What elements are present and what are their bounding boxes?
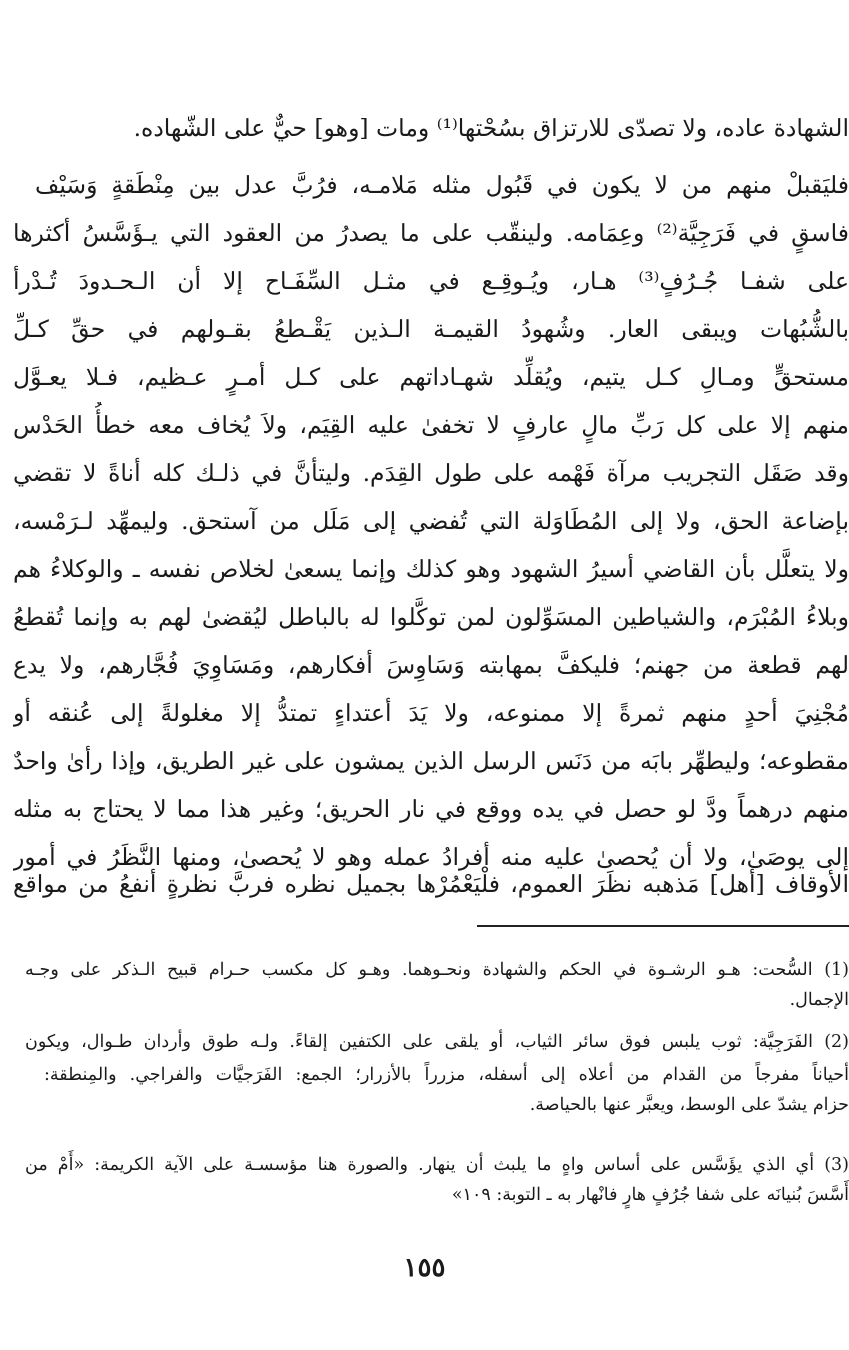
page-number: ١٥٥ — [403, 1253, 446, 1283]
body-text-line: مستحقٍّ ومـالِ كـل يتيم، ويُقلِّد شهـاداتهم على كـل أمـرٍ عـظيم، فـلا يعـوَّل — [13, 363, 849, 391]
body-text-line: مُجْنِيَ أحدٍ منهم ثمرةً إلا ممنوعه، ولا يَدَ أعتداءٍ تمتدُّ إلا مغلولةً إلى عُنقه أو — [13, 699, 849, 727]
body-text-line: منهم درهماً ودَّ لو حصل في يده ووقع في نار الحريق؛ وغير هذا مما لا يحتاج به مثله — [13, 795, 849, 823]
footnote-separator — [477, 925, 849, 927]
footnote-1-line: (1) السُّحت: هـو الرشـوة في الحكم والشهادة ونحـوهما. وهـو كل مكسب حـرام قبيح الـذكر على وجـه — [25, 960, 849, 980]
footnote-3-line: (3) أي الذي يؤَسَّس على أساس واهٍ ما يلبث أن ينهار. والصورة هنا مؤسسـة على الآية الكريمة: «أَمْ من — [25, 1155, 849, 1175]
body-text-line: الأوقاف [أهل] مَذهبه نظَرَ العموم، فلْيَعْمُرْها بجميل نظره فربَّ نظرةٍ أنفعُ من مواقع — [13, 870, 849, 898]
body-text-line: على شفـا جُـرُفٍ⁽³⁾ هـار، ويُـوقِـع في مثـل السِّفَـاح إلا أن الـحـدودَ تُـدْرأ — [13, 267, 849, 295]
body-text-line: فاسقٍ في فَرَجِيَّة⁽²⁾ وعِمَامه. ولينقّب على ما يصدرُ من العقود التي يـؤَسَّسُ أكثرها — [13, 219, 849, 247]
body-text-line: وقد صَقَل التجريب مرآة فَهْمه على طول القِدَم. وليتأنَّ في ذلـك كله أناةً لا تقضي — [13, 459, 849, 487]
body-text-line: بالشُّبُهات ويبقى العار. وشُهودُ القيمـة الـذين يَقْـطعُ بقـولهم في حقِّ كـلِّ — [13, 315, 849, 343]
body-text-line: لهم قطعة من جهنم؛ فليكفَّ بمهابته وَسَاوِسَ أفكارهم، ومَسَاوِيَ فُجَّارهم، ولا يدع — [13, 651, 849, 679]
footnote-2-line: أحياناً مفرجاً من القدام من أعلاه إلى أسفله، مزرراً بالأزرار؛ الجمع: الفَرَجيَّات والفراجي. والمِنطقة: — [44, 1065, 849, 1085]
footnote-1-line: الإجمال. — [789, 990, 849, 1010]
body-text-line: إلى يوصَىٰ، ولا أن يُحصىٰ عليه منه أفرادُ عمله وهو لا يُحصىٰ، ومنها النَّظَرُ في أمور — [13, 843, 849, 871]
body-text-line: مقطوعه؛ وليطهِّر بابَه من دَنَس الرسل الذين يمشون على غير الطريق، وإذا رأىٰ واحدٌ — [13, 747, 849, 775]
body-text-line: منهم إلا على كل رَبِّ مالٍ عارفٍ لا تخفىٰ عليه القِيَم، ولاَ يُخاف معه خطأُ الحَدْس — [13, 411, 849, 439]
body-text-line: فليَقبلْ منهم من لا يكون في قَبُول مثله مَلامـه، فرُبَّ عدل بين مِنْطَقةٍ وَسَيْف — [35, 171, 849, 199]
body-text-line: وبلاءُ المُبْرَم، والشياطين المسَوِّلون لمن توكَّلوا له بالباطل ليُقضىٰ لهم به وإنما تُقطعُ — [13, 603, 849, 631]
body-text-line: الشهادة عاده، ولا تصدّى للارتزاق بسُحْتها⁽¹⁾ ومات [وهو] حيٌّ على الشّهاده. — [133, 114, 849, 142]
footnote-2-line: (2) الفَرَجِيَّة: ثوب يلبس فوق سائر الثياب، أو يلقى على الكتفين إلقاءً. ولـه طوق وأردان طـوال، ويكون — [25, 1032, 849, 1052]
footnote-3-line: أَسَّسَ بُنيانَه على شفا جُرُفٍ هارٍ فانْهار به ـ التوبة: ١٠٩» — [451, 1185, 849, 1205]
body-text-line: ولا يتعلَّل بأن القاضي أسيرُ الشهود وهو كذلك وإنما يسعىٰ لخلاص نفسه ـ والوكلاءُ هم — [13, 555, 849, 583]
body-text-line: بإضاعة الحق، ولا إلى المُطَاوَلة التي تُفضي إلى مَلَل من آستحق. وليمهِّد لـرَمْسه، — [13, 507, 849, 535]
footnote-2-line: حزام يشدّ على الوسط، ويعبَّر عنها بالحياصة. — [529, 1095, 849, 1115]
